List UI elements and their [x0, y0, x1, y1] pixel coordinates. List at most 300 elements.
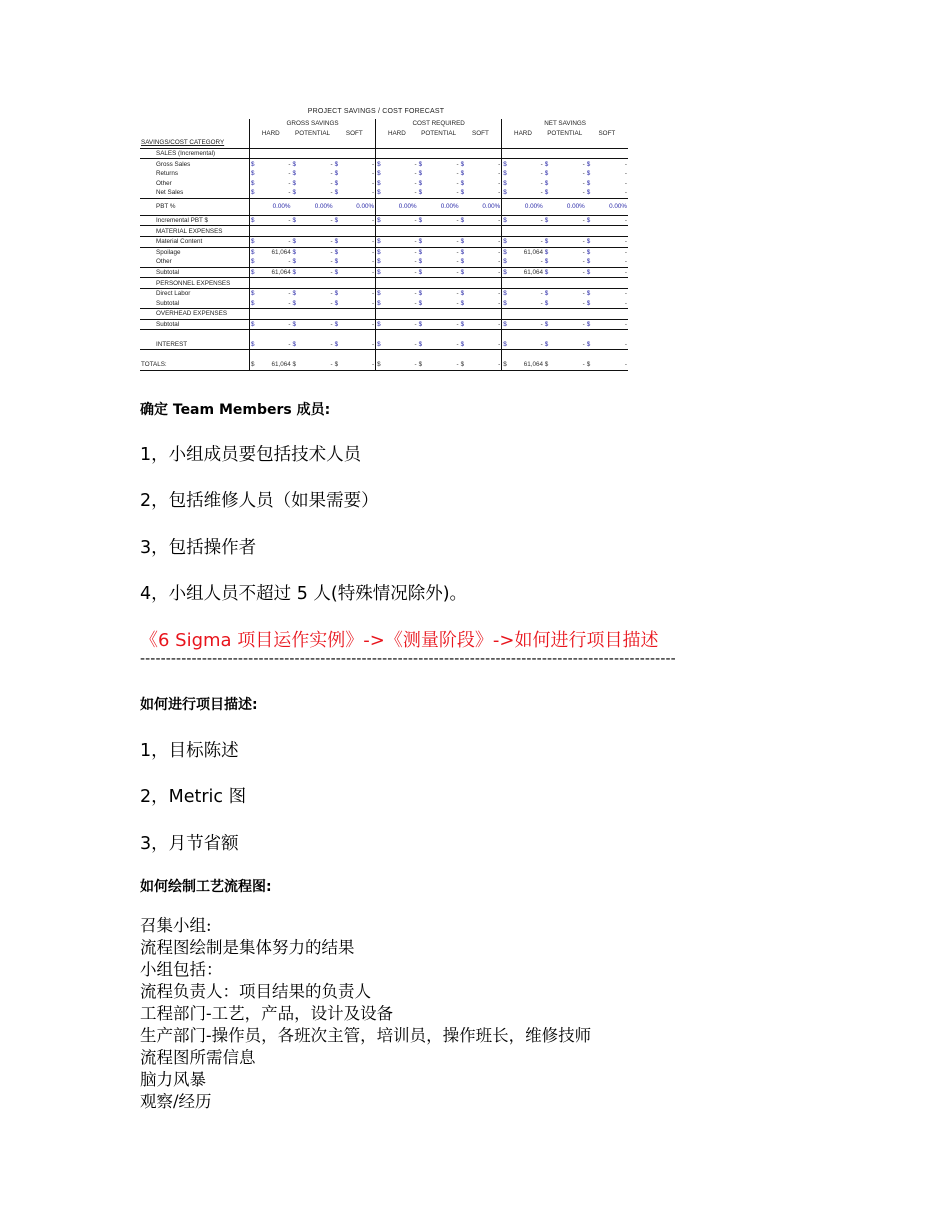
value-cell: -	[288, 179, 291, 187]
currency-cell: $	[418, 188, 439, 198]
flow-line: 流程图绘制是集体努力的结果	[140, 938, 355, 957]
table-cell	[544, 148, 565, 159]
table-cell	[397, 350, 418, 360]
currency-cell: $	[544, 267, 565, 278]
subheader: SOFT	[472, 129, 489, 137]
currency-cell: $	[418, 248, 423, 256]
currency-cell: $	[460, 340, 481, 350]
currency-cell: $	[502, 247, 523, 257]
team-item-4: 4，小组人员不超过 5 人(特殊情况除外)。	[140, 584, 468, 604]
value-cell: -	[481, 257, 502, 267]
currency-cell: $	[292, 248, 297, 256]
currency-cell: $	[292, 267, 313, 278]
describe-heading: 如何进行项目描述:	[140, 697, 258, 713]
team-item-2: 2，包括维修人员（如果需要）	[140, 491, 379, 511]
table-cell	[460, 138, 481, 148]
value-cell: -	[481, 215, 502, 226]
table-cell	[439, 309, 460, 320]
value-cell: -	[456, 179, 459, 187]
team-item-1: 1，小组成员要包括技术人员	[140, 445, 362, 465]
table-cell	[418, 138, 439, 148]
currency-cell: $	[502, 299, 523, 309]
value-cell: -	[414, 290, 417, 298]
currency-cell: $	[376, 169, 397, 179]
value-cell: -	[565, 267, 586, 278]
table-cell	[313, 278, 334, 289]
currency-cell: $	[250, 236, 271, 247]
currency-cell: $	[502, 340, 523, 350]
forecast-grid	[140, 119, 628, 371]
table-row	[140, 340, 628, 350]
table-cell	[292, 138, 313, 148]
row-label: Spoilage	[156, 248, 181, 256]
currency-cell: $	[250, 179, 271, 189]
table-cell	[355, 350, 376, 360]
value-cell: -	[456, 290, 459, 298]
value-cell: -	[371, 160, 375, 168]
group-header: GROSS SAVINGS	[250, 119, 376, 129]
value-cell: -	[624, 290, 627, 298]
currency-cell: $	[334, 179, 339, 187]
value-cell: -	[565, 319, 586, 330]
value-cell: -	[540, 179, 543, 187]
table-row	[140, 179, 628, 189]
table-row	[140, 198, 628, 215]
currency-cell: $	[292, 179, 297, 187]
flow-line: 脑力风暴	[140, 1070, 206, 1089]
currency-cell: $	[376, 159, 397, 169]
table-cell	[544, 138, 565, 148]
table-cell	[481, 226, 502, 237]
currency-cell: $	[460, 215, 481, 226]
currency-cell: $	[502, 159, 523, 169]
table-cell	[334, 278, 355, 289]
table-cell	[418, 309, 439, 320]
table-cell	[523, 309, 544, 320]
value-cell: -	[355, 340, 376, 350]
value-cell: -	[481, 360, 502, 370]
table-cell	[586, 226, 607, 237]
table-cell	[397, 330, 418, 340]
describe-item-1: 1，目标陈述	[140, 741, 239, 761]
currency-cell: $	[502, 236, 523, 247]
section-label: INTEREST	[140, 340, 250, 350]
currency-cell: $	[334, 299, 355, 309]
value-cell: -	[271, 299, 292, 309]
flow-lines	[140, 915, 591, 1113]
currency-cell: $	[586, 340, 607, 350]
table-cell	[586, 278, 607, 289]
table-cell	[397, 148, 418, 159]
currency-cell: $	[586, 170, 591, 178]
currency-cell: $	[334, 248, 339, 256]
currency-cell: $	[460, 290, 465, 298]
currency-cell: $	[586, 160, 591, 168]
currency-cell: $	[292, 360, 313, 370]
table-cell	[502, 330, 523, 340]
table-cell	[397, 138, 418, 148]
row-label: PBT %	[140, 198, 250, 215]
currency-cell: $	[418, 179, 423, 187]
table-row	[140, 330, 628, 340]
table-row	[140, 360, 628, 370]
value-cell: 61,064	[523, 269, 543, 277]
currency-cell: $	[460, 236, 481, 247]
value-cell: -	[414, 170, 417, 178]
value-cell: -	[313, 299, 334, 309]
value-cell: -	[371, 248, 375, 256]
currency-cell: $	[460, 248, 465, 256]
currency-cell: $	[250, 215, 271, 226]
value-cell: -	[565, 340, 586, 350]
value-cell: -	[313, 340, 334, 350]
table-cell	[502, 148, 523, 159]
table-cell	[502, 226, 523, 237]
currency-cell: $	[502, 257, 523, 267]
table-cell	[140, 119, 250, 129]
value-cell: -	[565, 257, 586, 267]
table-cell	[586, 198, 607, 215]
value-cell: -	[288, 290, 291, 298]
table-cell	[292, 350, 313, 360]
table-cell	[502, 350, 523, 360]
table-cell	[397, 278, 418, 289]
table-cell	[313, 330, 334, 340]
currency-cell: $	[502, 169, 523, 179]
currency-cell: $	[334, 319, 355, 330]
currency-cell: $	[544, 299, 565, 309]
currency-cell: $	[544, 257, 565, 267]
value-cell: -	[498, 290, 501, 298]
percent-cell: 0.00%	[271, 198, 292, 215]
table-cell	[250, 278, 271, 289]
value-cell: -	[355, 267, 376, 278]
value-cell: -	[456, 160, 459, 168]
value-cell: -	[607, 267, 628, 278]
table-cell	[544, 226, 565, 237]
percent-cell: 0.00%	[481, 198, 502, 215]
currency-cell: $	[250, 188, 271, 198]
currency-cell: $	[418, 360, 439, 370]
value-cell: -	[607, 215, 628, 226]
currency-cell: $	[544, 290, 549, 298]
currency-cell: $	[544, 160, 549, 168]
table-cell	[250, 138, 271, 148]
row-label: Subtotal	[140, 319, 250, 330]
value-cell: -	[355, 236, 376, 247]
table-cell	[565, 148, 586, 159]
table-cell	[460, 226, 481, 237]
table-cell	[397, 309, 418, 320]
table-cell	[460, 350, 481, 360]
table-cell	[607, 138, 628, 148]
table-cell	[271, 148, 292, 159]
currency-cell: $	[292, 290, 297, 298]
currency-cell: $	[334, 267, 355, 278]
table-row	[140, 350, 628, 360]
table-row	[140, 267, 628, 278]
table-cell	[376, 226, 397, 237]
row-label: Other	[140, 257, 250, 267]
value-cell: -	[523, 236, 544, 247]
value-cell: -	[456, 170, 459, 178]
value-cell: -	[607, 319, 628, 330]
currency-cell: $	[460, 267, 481, 278]
currency-cell: $	[292, 236, 313, 247]
table-cell	[292, 148, 313, 159]
currency-cell: $	[418, 319, 439, 330]
table-cell	[607, 309, 628, 320]
table-cell	[481, 138, 502, 148]
currency-cell: $	[418, 236, 439, 247]
value-cell: -	[330, 170, 333, 178]
dashed-divider: --------------------------------------------------------------------------------------------------------	[140, 651, 676, 667]
table-row	[140, 169, 628, 179]
table-cell	[439, 148, 460, 159]
value-cell: -	[607, 299, 628, 309]
team-heading: 确定 Team Members 成员:	[140, 402, 331, 418]
currency-cell: $	[544, 360, 565, 370]
table-cell	[565, 350, 586, 360]
flow-line: 召集小组:	[140, 916, 212, 935]
currency-cell: $	[334, 236, 355, 247]
currency-cell: $	[292, 160, 297, 168]
currency-cell: $	[544, 179, 549, 187]
section-label: OVERHEAD EXPENSES	[140, 309, 250, 320]
value-cell: -	[498, 170, 501, 178]
currency-cell: $	[544, 188, 565, 198]
percent-cell: 0.00%	[523, 198, 544, 215]
table-row	[140, 159, 628, 169]
value-cell: -	[397, 267, 418, 278]
currency-cell: $	[502, 215, 523, 226]
table-cell	[250, 330, 271, 340]
value-cell: -	[271, 215, 292, 226]
table-row	[140, 236, 628, 247]
table-cell	[607, 148, 628, 159]
table-cell	[502, 138, 523, 148]
value-cell: 61,064	[523, 248, 543, 256]
value-cell: -	[582, 160, 585, 168]
table-cell	[355, 278, 376, 289]
value-cell: -	[397, 188, 418, 198]
table-cell	[376, 330, 397, 340]
currency-cell: $	[544, 215, 565, 226]
table-cell	[481, 330, 502, 340]
table-cell	[523, 330, 544, 340]
currency-cell: $	[250, 257, 271, 267]
flow-line: 工程部门-工艺，产品，设计及设备	[140, 1004, 394, 1023]
row-label: Net Sales	[140, 188, 250, 198]
table-cell	[376, 148, 397, 159]
table-cell	[460, 198, 481, 215]
subheader: SOFT	[598, 129, 616, 137]
value-cell: -	[397, 257, 418, 267]
table-cell	[355, 330, 376, 340]
currency-cell: $	[292, 319, 313, 330]
currency-cell: $	[376, 288, 397, 298]
table-cell	[250, 198, 271, 215]
table-cell	[544, 278, 565, 289]
table-cell	[271, 330, 292, 340]
table-row	[140, 188, 628, 198]
percent-cell: 0.00%	[439, 198, 460, 215]
currency-cell: $	[418, 257, 439, 267]
currency-cell: $	[292, 188, 313, 198]
table-cell	[502, 278, 523, 289]
section-label: PERSONNEL EXPENSES	[140, 278, 250, 289]
value-cell: -	[271, 236, 292, 247]
row-label: Material Content	[140, 236, 250, 247]
currency-cell: $	[250, 169, 271, 179]
table-cell	[565, 330, 586, 340]
currency-cell: $	[250, 299, 271, 309]
value-cell: -	[439, 188, 460, 198]
value-cell: -	[355, 215, 376, 226]
currency-cell: $	[586, 319, 607, 330]
currency-cell: $	[460, 299, 481, 309]
value-cell: -	[330, 179, 333, 187]
currency-cell: $	[376, 340, 397, 350]
value-cell: -	[481, 340, 502, 350]
value-cell: -	[439, 267, 460, 278]
value-cell: -	[313, 257, 334, 267]
value-cell: -	[439, 319, 460, 330]
subheader: POTENTIAL	[421, 129, 457, 137]
table-cell	[271, 350, 292, 360]
value-cell: -	[481, 188, 502, 198]
value-cell: -	[371, 290, 375, 298]
value-cell: -	[397, 340, 418, 350]
currency-cell: $	[334, 290, 339, 298]
table-cell	[334, 330, 355, 340]
currency-cell: $	[460, 179, 465, 187]
value-cell: -	[439, 215, 460, 226]
row-label: Gross Sales	[156, 160, 191, 168]
currency-cell: $	[586, 290, 591, 298]
currency-cell: $	[586, 179, 591, 187]
table-cell	[481, 278, 502, 289]
value-cell: -	[371, 170, 375, 178]
value-cell: 61,064	[523, 361, 543, 369]
table-cell	[586, 138, 607, 148]
value-cell: -	[607, 340, 628, 350]
currency-cell: $	[334, 257, 355, 267]
currency-cell: $	[376, 236, 397, 247]
table-cell	[523, 350, 544, 360]
section-label: MATERIAL EXPENSES	[140, 226, 250, 237]
value-cell: -	[313, 236, 334, 247]
table-cell	[607, 278, 628, 289]
currency-cell: $	[544, 248, 549, 256]
row-label: Direct Labor	[156, 290, 191, 298]
currency-cell: $	[460, 160, 465, 168]
value-cell: -	[565, 299, 586, 309]
currency-cell: $	[418, 340, 439, 350]
value-cell: -	[439, 236, 460, 247]
table-cell	[397, 226, 418, 237]
row-label: Returns	[156, 170, 179, 178]
table-cell	[292, 330, 313, 340]
table-cell	[140, 330, 250, 340]
currency-cell: $	[376, 319, 397, 330]
currency-cell: $	[376, 360, 397, 370]
value-cell: -	[565, 188, 586, 198]
value-cell: -	[565, 215, 586, 226]
value-cell: -	[481, 319, 502, 330]
value-cell: -	[288, 170, 291, 178]
table-cell	[313, 350, 334, 360]
currency-cell: $	[376, 215, 397, 226]
currency-cell: $	[544, 319, 565, 330]
value-cell: -	[498, 179, 501, 187]
subheader: SOFT	[345, 129, 363, 137]
table-cell	[439, 226, 460, 237]
table-cell	[355, 138, 376, 148]
table-cell	[355, 148, 376, 159]
table-cell	[313, 226, 334, 237]
table-cell	[376, 278, 397, 289]
table-cell	[418, 198, 439, 215]
value-cell: -	[313, 360, 334, 370]
value-cell: -	[439, 340, 460, 350]
currency-cell: $	[460, 360, 481, 370]
value-cell: -	[355, 188, 376, 198]
table-cell	[313, 309, 334, 320]
currency-cell: $	[292, 215, 313, 226]
value-cell: -	[271, 188, 292, 198]
table-cell	[565, 278, 586, 289]
percent-cell: 0.00%	[355, 198, 376, 215]
value-cell: -	[414, 248, 417, 256]
table-cell	[355, 226, 376, 237]
currency-cell: $	[292, 257, 313, 267]
table-cell	[292, 278, 313, 289]
currency-cell: $	[586, 299, 607, 309]
value-cell: -	[313, 267, 334, 278]
currency-cell: $	[586, 188, 607, 198]
value-cell: -	[540, 290, 543, 298]
value-cell: -	[414, 179, 417, 187]
value-cell: -	[498, 160, 501, 168]
table-row	[140, 319, 628, 330]
value-cell: -	[624, 170, 627, 178]
table-cell	[523, 278, 544, 289]
currency-cell: $	[502, 179, 523, 189]
table-cell	[418, 350, 439, 360]
table-cell	[271, 309, 292, 320]
table-cell	[586, 309, 607, 320]
section-label: SALES (Incremental)	[140, 148, 250, 159]
table-cell	[376, 138, 397, 148]
team-item-3: 3，包括操作者	[140, 538, 257, 558]
table-cell	[334, 148, 355, 159]
currency-cell: $	[334, 360, 355, 370]
currency-cell: $	[460, 188, 481, 198]
table-row	[140, 138, 628, 148]
currency-cell: $	[586, 248, 591, 256]
table-cell	[313, 138, 334, 148]
describe-item-2: 2，Metric 图	[140, 787, 247, 807]
value-cell: -	[313, 319, 334, 330]
currency-cell: $	[418, 160, 423, 168]
breadcrumb-link[interactable]: 《6 Sigma 项目运作实例》->《测量阶段》->如何进行项目描述	[140, 630, 659, 651]
value-cell: -	[582, 179, 585, 187]
currency-cell: $	[544, 170, 549, 178]
table-row	[140, 278, 628, 289]
flow-line: 观察/经历	[140, 1092, 212, 1111]
table-row	[140, 129, 628, 139]
